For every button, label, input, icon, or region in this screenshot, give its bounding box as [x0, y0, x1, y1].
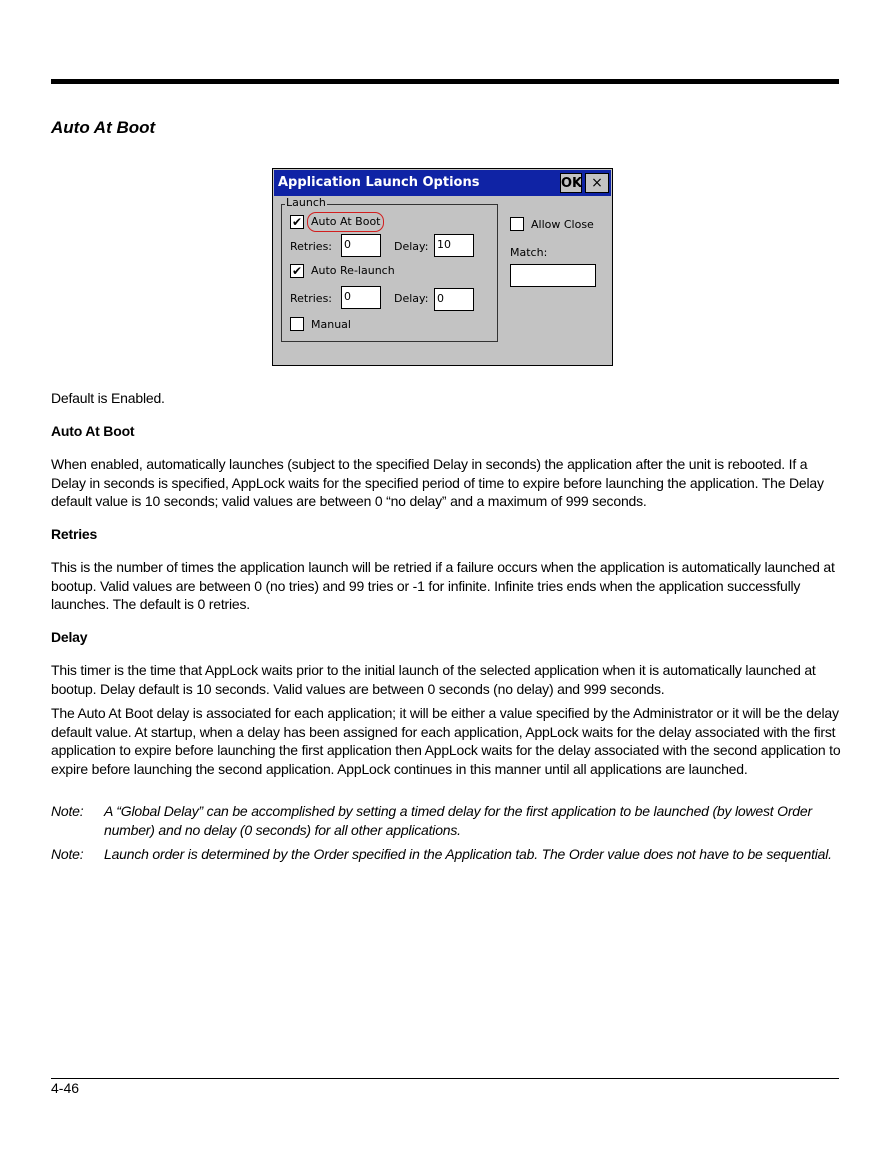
match-label: Match:: [510, 246, 548, 259]
close-button[interactable]: ×: [585, 173, 609, 193]
boot-delay-input[interactable]: 10: [434, 234, 474, 257]
paragraph-delay-2: The Auto At Boot delay is associated for each application; it will be either a value specified by the Administrator or it will be the delay default value. At startup, when a delay has been assigned for each application, AppLock waits for the delay associated with the first application to expire before launching the first application then AppLock waits for the delay associated with the second application to expire before launching the second application. AppLock continues in this manner until all applications are launched.: [51, 705, 841, 777]
relaunch-retries-input[interactable]: 0: [341, 286, 381, 309]
boot-retries-input[interactable]: 0: [341, 234, 381, 257]
ok-button[interactable]: OK: [560, 173, 582, 193]
highlight-circle: [307, 212, 384, 232]
header-rule: [51, 79, 839, 84]
dialog-titlebar: [274, 170, 611, 196]
note-label: Note:: [51, 846, 84, 862]
paragraph-retries: This is the number of times the application launch will be retried if a failure occurs when the application is automatically launched at bootup. Valid values are between 0 (no tries) and 99 tries or -1 for infinite. Infinite tries ends when the application successfully launches. The default is 0 retries.: [51, 559, 835, 613]
manual-checkbox[interactable]: [290, 317, 304, 331]
paragraph-delay-1: This timer is the time that AppLock waits prior to the initial launch of the selected application when it is automatically launched at bootup. Delay default is 10 seconds. Valid values are between 0 seconds (no delay) and 999 seconds.: [51, 662, 816, 697]
launch-group-label: Launch: [286, 196, 326, 209]
manual-label: Manual: [311, 318, 351, 331]
allow-close-label: Allow Close: [531, 218, 594, 231]
note-text: A “Global Delay” can be accomplished by setting a timed delay for the first application to be launched (by lowest Order number) and no delay (0 seconds) for all other applications.: [104, 803, 812, 838]
note-text: Launch order is determined by the Order specified in the Application tab. The Order value does not have to be sequential.: [104, 846, 832, 862]
auto-at-boot-checkbox[interactable]: [290, 215, 304, 229]
section-title: Auto At Boot: [51, 118, 156, 137]
auto-relaunch-checkbox[interactable]: [290, 264, 304, 278]
application-launch-options-dialog: [272, 168, 613, 366]
paragraph-auto-at-boot: When enabled, automatically launches (subject to the specified Delay in seconds) the application after the unit is rebooted. If a Delay in seconds is specified, AppLock waits for the specified period of time to expire before launching the application. The Delay default value is 10 seconds; valid values are between 0 “no delay” and a maximum of 999 seconds.: [51, 456, 824, 510]
relaunch-delay-input[interactable]: 0: [434, 288, 474, 311]
dialog-title: Application Launch Options: [278, 175, 480, 190]
heading-delay: Delay: [51, 629, 88, 645]
match-input[interactable]: [510, 264, 596, 287]
check-icon: ✔: [291, 264, 303, 278]
allow-close-checkbox[interactable]: [510, 217, 524, 231]
heading-retries: Retries: [51, 526, 98, 542]
auto-at-boot-label: Auto At Boot: [311, 215, 381, 228]
relaunch-delay-label: Delay:: [394, 292, 429, 305]
boot-delay-label: Delay:: [394, 240, 429, 253]
default-text: Default is Enabled.: [51, 390, 165, 406]
auto-relaunch-label: Auto Re-launch: [311, 264, 395, 277]
boot-retries-label: Retries:: [290, 240, 333, 253]
note-label: Note:: [51, 803, 84, 819]
footer-rule: [51, 1078, 839, 1079]
page-number: 4-46: [51, 1080, 80, 1096]
relaunch-retries-label: Retries:: [290, 292, 333, 305]
heading-auto-at-boot: Auto At Boot: [51, 423, 135, 439]
check-icon: ✔: [291, 215, 303, 229]
